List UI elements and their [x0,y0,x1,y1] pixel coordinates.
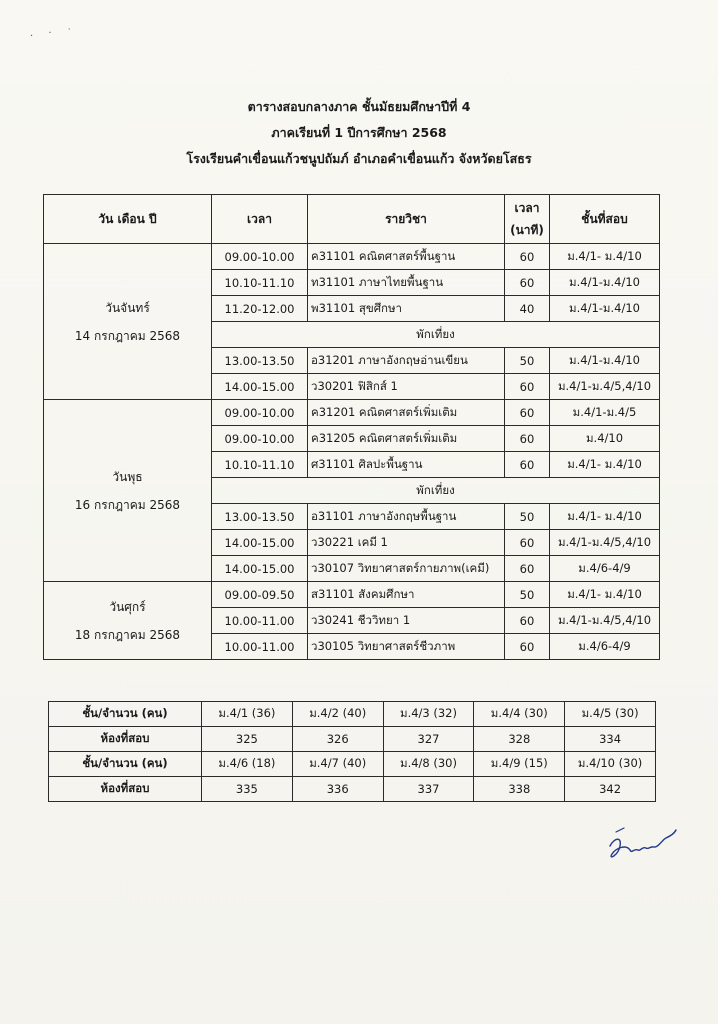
class-count-row [49,702,656,727]
room-label: ห้องที่สอบ [49,777,202,802]
exam-subject: ค31205 คณิตศาสตร์เพิ่มเติม [308,426,505,452]
exam-minutes: 60 [505,400,550,426]
exam-minutes: 50 [505,348,550,374]
col-header-classes: ชั้นที่สอบ [550,195,660,244]
day-name: วันจันทร์ [105,300,150,315]
title-line-2: ภาคเรียนที่ 1 ปีการศึกษา 2568 [271,125,447,140]
exam-minutes: 50 [505,504,550,530]
room-row [49,777,656,802]
col-header-minutes [505,195,550,244]
exam-time: 14.00-15.00 [212,556,308,582]
class-count-cell: ม.4/2 (40) [292,702,383,727]
exam-classes: ม.4/1-ม.4/5,4/10 [550,608,660,634]
room-cell: 337 [383,777,474,802]
exam-time: 13.00-13.50 [212,504,308,530]
exam-minutes: 60 [505,270,550,296]
room-label: ห้องที่สอบ [49,727,202,752]
rooms-body [49,702,656,802]
title-line-3: โรงเรียนคำเขื่อนแก้วชนูปถัมภ์ อำเภอคำเขื่อนแก้ว จังหวัดยโสธร [186,151,532,166]
exam-classes: ม.4/1-ม.4/10 [550,348,660,374]
day-cell [44,582,212,660]
exam-time: 14.00-15.00 [212,530,308,556]
exam-minutes: 60 [505,426,550,452]
room-cell: 336 [292,777,383,802]
col-header-time: เวลา [212,195,308,244]
class-count-label: ชั้น/จำนวน (คน) [49,752,202,777]
exam-subject: ศ31101 ศิลปะพื้นฐาน [308,452,505,478]
exam-classes: ม.4/1- ม.4/10 [550,244,660,270]
exam-minutes: 50 [505,582,550,608]
col-header-minutes-line2: (นาที) [510,223,544,237]
room-cell: 326 [292,727,383,752]
day-name: วันพุธ [112,469,143,484]
exam-minutes: 60 [505,244,550,270]
exam-schedule-table [43,194,660,660]
exam-subject: ว30221 เคมี 1 [308,530,505,556]
exam-classes: ม.4/6-4/9 [550,634,660,660]
room-assignment-table [48,701,656,802]
room-cell: 335 [202,777,293,802]
exam-time: 09.00-10.00 [212,400,308,426]
exam-minutes: 60 [505,374,550,400]
col-header-minutes-line1: เวลา [514,201,540,215]
title-line-1: ตารางสอบกลางภาค ชั้นมัธยมศึกษาปีที่ 4 [247,99,471,114]
day-date: 18 กรกฎาคม 2568 [74,627,181,642]
exam-classes: ม.4/10 [550,426,660,452]
day-name: วันศุกร์ [109,599,146,614]
exam-time: 10.10-11.10 [212,270,308,296]
exam-subject: ส31101 สังคมศึกษา [308,582,505,608]
room-row [49,727,656,752]
exam-time: 10.10-11.10 [212,452,308,478]
exam-subject: ท31101 ภาษาไทยพื้นฐาน [308,270,505,296]
day-date: 14 กรกฎาคม 2568 [74,328,181,343]
exam-classes: ม.4/6-4/9 [550,556,660,582]
class-count-cell: ม.4/6 (18) [202,752,293,777]
exam-subject: ค31101 คณิตศาสตร์พื้นฐาน [308,244,505,270]
exam-subject: ค31201 คณิตศาสตร์เพิ่มเติม [308,400,505,426]
exam-row [44,582,660,608]
room-cell: 334 [565,727,656,752]
exam-time: 14.00-15.00 [212,374,308,400]
exam-time: 11.20-12.00 [212,296,308,322]
class-count-cell: ม.4/7 (40) [292,752,383,777]
room-cell: 328 [474,727,565,752]
room-cell: 342 [565,777,656,802]
class-count-cell: ม.4/9 (15) [474,752,565,777]
day-cell [44,400,212,582]
day-cell [44,244,212,400]
exam-subject: พ31101 สุขศึกษา [308,296,505,322]
exam-subject: ว30241 ชีววิทยา 1 [308,608,505,634]
exam-time: 09.00-09.50 [212,582,308,608]
col-header-date: วัน เดือน ปี [44,195,212,244]
exam-subject: ว30105 วิทยาศาสตร์ชีวภาพ [308,634,505,660]
handwritten-signature [604,826,684,872]
exam-classes: ม.4/1- ม.4/10 [550,504,660,530]
exam-subject: อ31201 ภาษาอังกฤษอ่านเขียน [308,348,505,374]
exam-classes: ม.4/1- ม.4/10 [550,582,660,608]
exam-classes: ม.4/1-ม.4/10 [550,296,660,322]
exam-minutes: 60 [505,634,550,660]
exam-time: 10.00-11.00 [212,608,308,634]
exam-row [44,244,660,270]
exam-classes: ม.4/1- ม.4/10 [550,452,660,478]
exam-subject: ว30201 ฟิสิกส์ 1 [308,374,505,400]
exam-time: 09.00-10.00 [212,244,308,270]
class-count-cell: ม.4/3 (32) [383,702,474,727]
exam-subject: อ31101 ภาษาอังกฤษพื้นฐาน [308,504,505,530]
scan-specks: . · ˙ [30,28,78,39]
class-count-cell: ม.4/10 (30) [565,752,656,777]
exam-minutes: 60 [505,608,550,634]
lunch-break-label: พักเที่ยง [212,478,660,504]
class-count-cell: ม.4/5 (30) [565,702,656,727]
exam-classes: ม.4/1-ม.4/5,4/10 [550,374,660,400]
schedule-body [44,244,660,660]
class-count-cell: ม.4/1 (36) [202,702,293,727]
class-count-cell: ม.4/8 (30) [383,752,474,777]
room-cell: 327 [383,727,474,752]
exam-time: 13.00-13.50 [212,348,308,374]
exam-minutes: 40 [505,296,550,322]
class-count-label: ชั้น/จำนวน (คน) [49,702,202,727]
class-count-cell: ม.4/4 (30) [474,702,565,727]
class-count-row [49,752,656,777]
exam-classes: ม.4/1-ม.4/5 [550,400,660,426]
exam-classes: ม.4/1-ม.4/10 [550,270,660,296]
day-date: 16 กรกฎาคม 2568 [74,497,181,512]
exam-minutes: 60 [505,452,550,478]
exam-row [44,400,660,426]
exam-minutes: 60 [505,556,550,582]
schedule-header-row [44,195,660,244]
lunch-break-label: พักเที่ยง [212,322,660,348]
exam-classes: ม.4/1-ม.4/5,4/10 [550,530,660,556]
exam-minutes: 60 [505,530,550,556]
exam-time: 10.00-11.00 [212,634,308,660]
exam-time: 09.00-10.00 [212,426,308,452]
room-cell: 325 [202,727,293,752]
exam-subject: ว30107 วิทยาศาสตร์กายภาพ(เคมี) [308,556,505,582]
col-header-subject: รายวิชา [308,195,505,244]
room-cell: 338 [474,777,565,802]
